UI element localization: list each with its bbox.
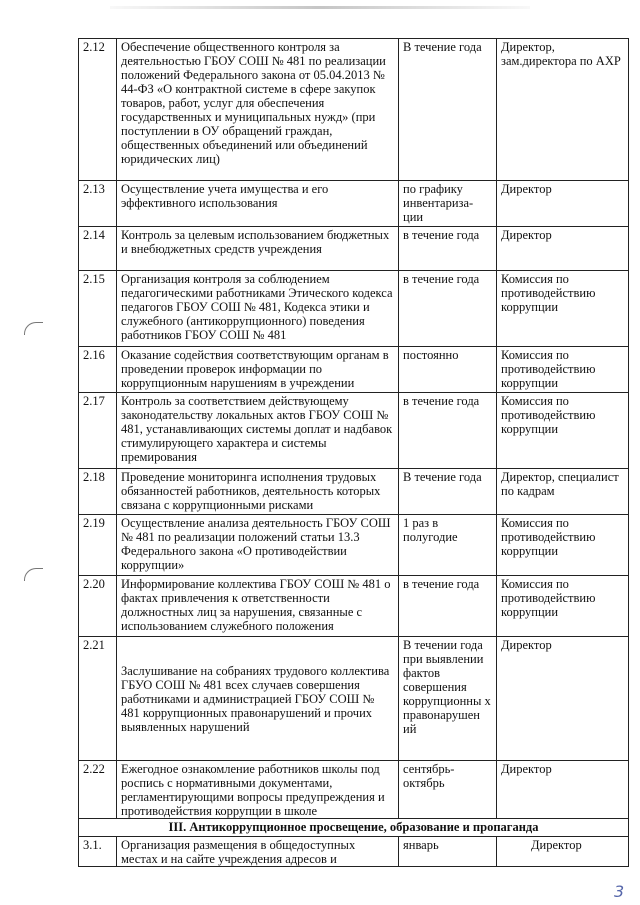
row-responsible: Директор xyxy=(497,637,629,761)
row-description: Контроль за соответствием действующему законодательству локальных актов ГБОУ СОШ № 481, устанавливающих системы доплат и надбавок стимулирующего характера и системы премирования xyxy=(117,393,399,469)
table-row xyxy=(79,469,629,515)
row-description-cell xyxy=(117,637,399,761)
table-row xyxy=(79,576,629,637)
row-term: В течение года xyxy=(399,39,497,181)
table-row xyxy=(79,637,629,761)
row-responsible: Директор, зам.директора по АХР xyxy=(497,39,629,181)
blank-space xyxy=(121,638,394,664)
table-row xyxy=(79,227,629,271)
punch-hole-mark xyxy=(24,322,43,335)
row-responsible: Директор xyxy=(497,227,629,271)
table-row xyxy=(79,393,629,469)
row-term: по графику инвентариза-ции xyxy=(399,181,497,227)
row-term: в течение года xyxy=(399,227,497,271)
row-term: В течение года xyxy=(399,469,497,515)
row-number: 2.15 xyxy=(79,271,117,347)
row-term: постоянно xyxy=(399,347,497,393)
row-term: январь xyxy=(399,837,497,867)
table-row xyxy=(79,347,629,393)
row-number: 2.13 xyxy=(79,181,117,227)
table-row xyxy=(79,515,629,576)
row-responsible: Директор, специалист по кадрам xyxy=(497,469,629,515)
row-term: 1 раз в полугодие xyxy=(399,515,497,576)
row-responsible: Комиссия по противодействию коррупции xyxy=(497,515,629,576)
row-responsible: Комиссия по противодействию коррупции xyxy=(497,271,629,347)
section-header-row xyxy=(79,819,629,837)
punch-hole-mark xyxy=(24,568,43,581)
row-responsible: Директор xyxy=(497,837,629,867)
row-term: сентябрь-октябрь xyxy=(399,761,497,819)
row-term: В течении года при выявлении фактов совершения коррупционны х правонарушен ий xyxy=(399,637,497,761)
row-number: 2.14 xyxy=(79,227,117,271)
row-number: 3.1. xyxy=(79,837,117,867)
row-description: Осуществление анализа деятельность ГБОУ СОШ № 481 по реализации положений статьи 13.3 Федерального закона «О противодействии коррупции» xyxy=(117,515,399,576)
row-number: 2.12 xyxy=(79,39,117,181)
table-row xyxy=(79,761,629,819)
row-description: Информирование коллектива ГБОУ СОШ № 481 о фактах привлечения к ответственности должностных лиц за нарушения, связанные с использованием служебного положения xyxy=(117,576,399,637)
row-responsible: Комиссия по противодействию коррупции xyxy=(497,576,629,637)
row-description: Заслушивание на собраниях трудового коллектива ГБУО СОШ № 481 всех случаев совершения работниками и администрацией ГБОУ СОШ № 481 коррупционных правонарушений и прочих выявленных нарушений xyxy=(121,664,390,734)
row-term: в течение года xyxy=(399,271,497,347)
row-responsible: Директор xyxy=(497,181,629,227)
row-description: Обеспечение общественного контроля за деятельностью ГБОУ СОШ № 481 по реализации положений Федерального закона от 05.04.2013 № 44-ФЗ «О контрактной системе в сфере закупок товаров, работ, услуг для обеспечения государственных и муниципальных нужд» (при поступлении в ОУ обращений граждан, общественных объединений или объединений юридических лиц) xyxy=(117,39,399,181)
row-description: Организация контроля за соблюдением педагогическими работниками Этического кодекса педагогов ГБОУ СОШ № 481, Кодекса этики и служебного (антикоррупционного) поведения работников ГБОУ СОШ № 481 xyxy=(117,271,399,347)
table-row xyxy=(79,39,629,181)
row-number: 2.19 xyxy=(79,515,117,576)
row-term: в течение года xyxy=(399,393,497,469)
table-row xyxy=(79,181,629,227)
row-description: Оказание содействия соответствующим органам в проведении проверок информации по коррупционным нарушениям в учреждении xyxy=(117,347,399,393)
page-number: 3 xyxy=(614,882,625,901)
scan-edge-shadow xyxy=(110,6,530,9)
row-responsible: Комиссия по противодействию коррупции xyxy=(497,393,629,469)
row-responsible: Комиссия по противодействию коррупции xyxy=(497,347,629,393)
row-description: Проведение мониторинга исполнения трудовых обязанностей работников, деятельность которых связана с коррупционными рисками xyxy=(117,469,399,515)
row-responsible: Директор xyxy=(497,761,629,819)
table-row xyxy=(79,271,629,347)
row-number: 2.22 xyxy=(79,761,117,819)
table-row xyxy=(79,837,629,867)
row-number: 2.21 xyxy=(79,637,117,761)
section-heading: III. Антикоррупционное просвещение, образование и пропаганда xyxy=(79,819,629,837)
row-description: Организация размещения в общедоступных местах и на сайте учреждения адресов и xyxy=(117,837,399,867)
row-description: Ежегодное ознакомление работников школы под роспись с нормативными документами, регламентирующими вопросы предупреждения и противодействия коррупции в школе xyxy=(117,761,399,819)
row-number: 2.16 xyxy=(79,347,117,393)
row-number: 2.20 xyxy=(79,576,117,637)
plan-table xyxy=(78,38,629,867)
row-description: Контроль за целевым использованием бюджетных и внебюджетных средств учреждения xyxy=(117,227,399,271)
row-number: 2.18 xyxy=(79,469,117,515)
row-number: 2.17 xyxy=(79,393,117,469)
row-term: в течение года xyxy=(399,576,497,637)
row-description: Осуществление учета имущества и его эффективного использования xyxy=(117,181,399,227)
